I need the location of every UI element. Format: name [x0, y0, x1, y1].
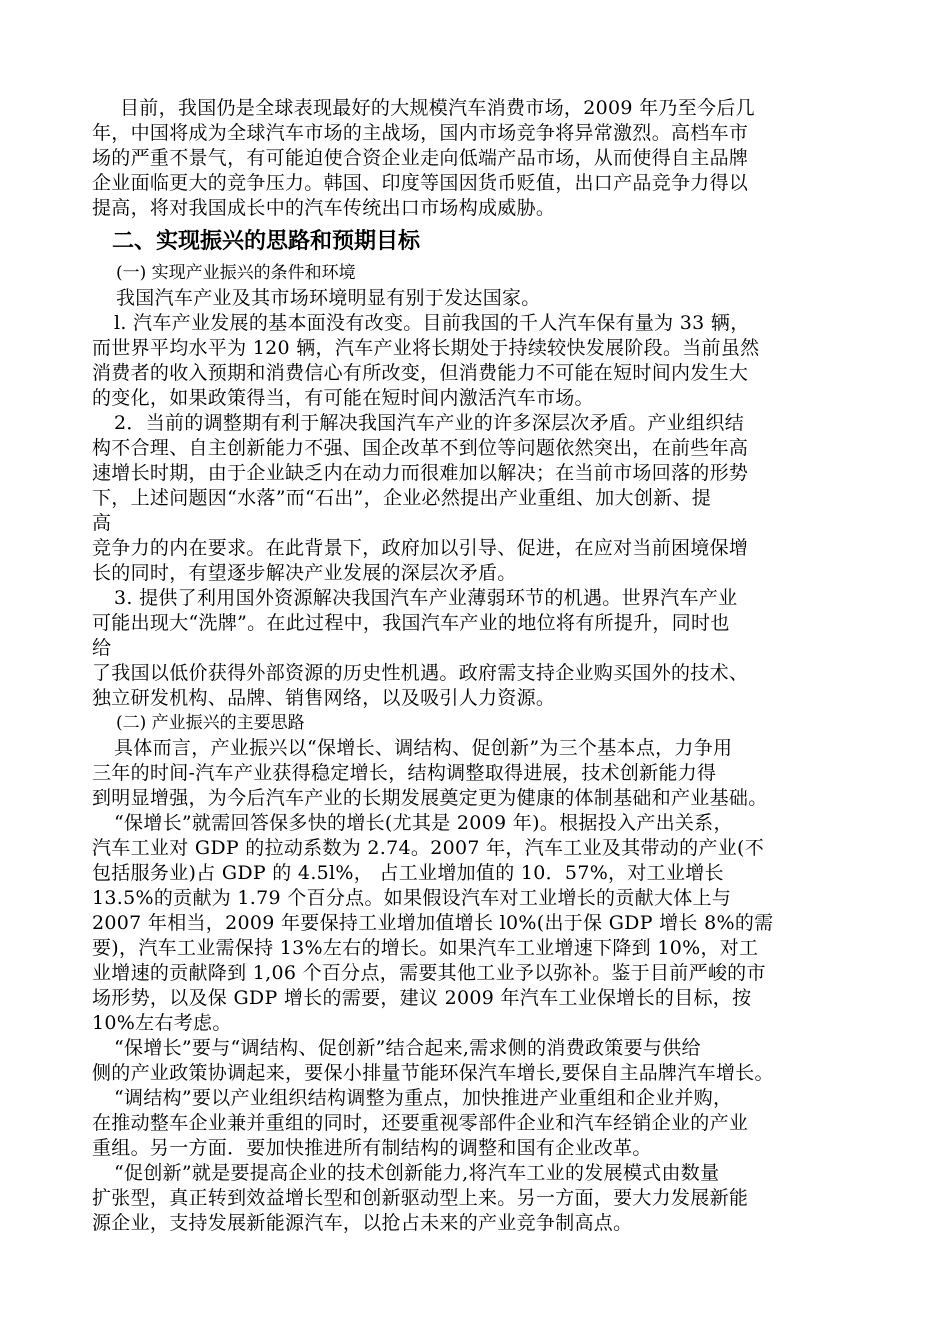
text-line: 要)，汽车工业需保持 13%左右的增长。如果汽车工业增速下降到 10%，对工 — [92, 937, 759, 959]
text-line: 给 — [92, 637, 112, 659]
text-line: 侧的产业政策协调起来，要保小排量节能环保汽车增长,要保自主品牌汽车增长。 — [92, 1062, 774, 1084]
text-line: 速增长时期，由于企业缺乏内在动力而很难加以解决；在当前市场回落的形势 — [92, 462, 749, 484]
point-1 — [92, 311, 862, 411]
text-line: 在推动整车企业兼并重组的同时，还要重视零部件企业和汽车经销企业的产业 — [92, 1112, 749, 1134]
subsection-heading-main-ideas: (二) 产业振兴的主要思路 — [116, 713, 305, 733]
paragraph-structure — [92, 1086, 862, 1161]
text-line: “保增长”就需回答保多快的增长(尤其是 2009 年)。根据投入产出关系， — [114, 812, 733, 834]
text-line: 消费者的收入预期和消费信心有所改变，但消费能力不可能在短时间内发生大 — [92, 362, 749, 384]
text-line: 重组。另一方面．要加快推进所有制结构的调整和国有企业改革。 — [92, 1137, 652, 1159]
text-line: 到明显增强，为今后汽车产业的长期发展奠定更为健康的体制基础和产业基础。 — [92, 787, 768, 809]
text-line: “促创新”就是要提高企业的技术创新能力,将汽车工业的发展模式由数量 — [114, 1162, 720, 1184]
subsection-heading-conditions: (一) 实现产业振兴的条件和环境 — [116, 263, 356, 283]
text-line: “保增长”要与“调结构、促创新”结合起来,需求侧的消费政策要与供给 — [114, 1037, 701, 1059]
text-line: 构不合理、自主创新能力不强、国企改革不到位等问题依然突出，在前些年高 — [92, 437, 749, 459]
text-line: 10%左右考虑。 — [92, 1012, 232, 1034]
text-line: 独立研发机构、品牌、销售网络，以及吸引人力资源。 — [92, 687, 556, 709]
text-line: 而世界平均水平为 120 辆，汽车产业将长期处于持续较快发展阶段。当前虽然 — [92, 337, 760, 359]
text-line: 包括服务业)占 GDP 的 4.5l%， 占工业增加值的 10．57%，对工业增长 — [92, 862, 724, 884]
intro-line: 我国汽车产业及其市场环境明显有别于发达国家。 — [116, 287, 541, 309]
point-3 — [92, 586, 862, 711]
text-line: 汽车工业对 GDP 的拉动系数为 2.74。2007 年，汽车工业及其带动的产业(不 — [92, 837, 765, 859]
text-line: 提高，将对我国成长中的汽车传统出口市场构成威胁。 — [92, 197, 556, 219]
text-line: 企业面临更大的竞争压力。韩国、印度等国因货币贬值，出口产品竞争力得以 — [92, 172, 749, 194]
text-line: 源企业，支持发展新能源汽车，以抢占未来的产业竞争制高点。 — [92, 1212, 633, 1234]
text-line: 了我国以低价获得外部资源的历史性机遇。政府需支持企业购买国外的技术、 — [92, 662, 749, 684]
text-line: 3. 提供了利用国外资源解决我国汽车产业薄弱环节的机遇。世界汽车产业 — [114, 587, 738, 609]
text-line: 三年的时间-汽车产业获得稳定增长，结构调整取得进展，技术创新能力得 — [92, 762, 717, 784]
text-line: 13.5%的贡献为 1.79 个百分点。如果假设汽车对工业增长的贡献大体上与 — [92, 887, 732, 909]
text-line: 下，上述问题因“水落”而“石出”，企业必然提出产业重组、加大创新、提 — [92, 487, 712, 509]
text-line: 2．当前的调整期有利于解决我国汽车产业的许多深层次矛盾。产业组织结 — [114, 412, 744, 434]
text-line: 竞争力的内在要求。在此背景下，政府加以引导、促进，在应对当前困境保增 — [92, 537, 749, 559]
paragraph-growth — [92, 811, 862, 1036]
text-line: 场的严重不景气，有可能迫使合资企业走向低端产品市场，从而使得自主品牌 — [92, 147, 749, 169]
text-line: 目前，我国仍是全球表现最好的大规模汽车消费市场，2009 年乃至今后几 — [120, 97, 755, 119]
text-line: l. 汽车产业发展的基本面没有改变。目前我国的千人汽车保有量为 33 辆， — [114, 312, 750, 334]
paragraph-innovation — [92, 1161, 862, 1236]
text-line: 长的同时，有望逐步解决产业发展的深层次矛盾。 — [92, 562, 517, 584]
point-2 — [92, 411, 862, 586]
paragraph-market-outlook — [92, 96, 862, 221]
document-page — [92, 96, 862, 1236]
text-line: 年，中国将成为全球汽车市场的主战场，国内市场竞争将异常激烈。高档车市 — [92, 122, 749, 144]
text-line: 的变化，如果政策得当，有可能在短时间内激活汽车市场。 — [92, 387, 594, 409]
text-line: 业增速的贡献降到 1,06 个百分点，需要其他工业予以弥补。鉴于目前严峻的市 — [92, 962, 766, 984]
section-heading: 二、实现振兴的思路和预期目标 — [112, 229, 421, 254]
text-line: 可能出现大“洗牌”。在此过程中，我国汽车产业的地位将有所提升，同时也 — [92, 612, 730, 634]
text-line: 扩张型，真正转到效益增长型和创新驱动型上来。另一方面，要大力发展新能 — [92, 1187, 749, 1209]
text-line: 高 — [92, 512, 112, 534]
text-line: 2007 年相当，2009 年要保持工业增加值增长 l0%(出于保 GDP 增长 8%的需 — [92, 912, 774, 934]
text-line: 具体而言，产业振兴以“保增长、调结构、促创新”为三个基本点，力争用 — [114, 737, 733, 759]
paragraph-general — [92, 736, 862, 811]
paragraph-combine — [92, 1036, 862, 1086]
text-line: “调结构”要以产业组织结构调整为重点，加快推进产业重组和企业并购， — [114, 1087, 733, 1109]
text-line: 场形势，以及保 GDP 增长的需要，建议 2009 年汽车工业保增长的目标，按 — [92, 987, 752, 1009]
